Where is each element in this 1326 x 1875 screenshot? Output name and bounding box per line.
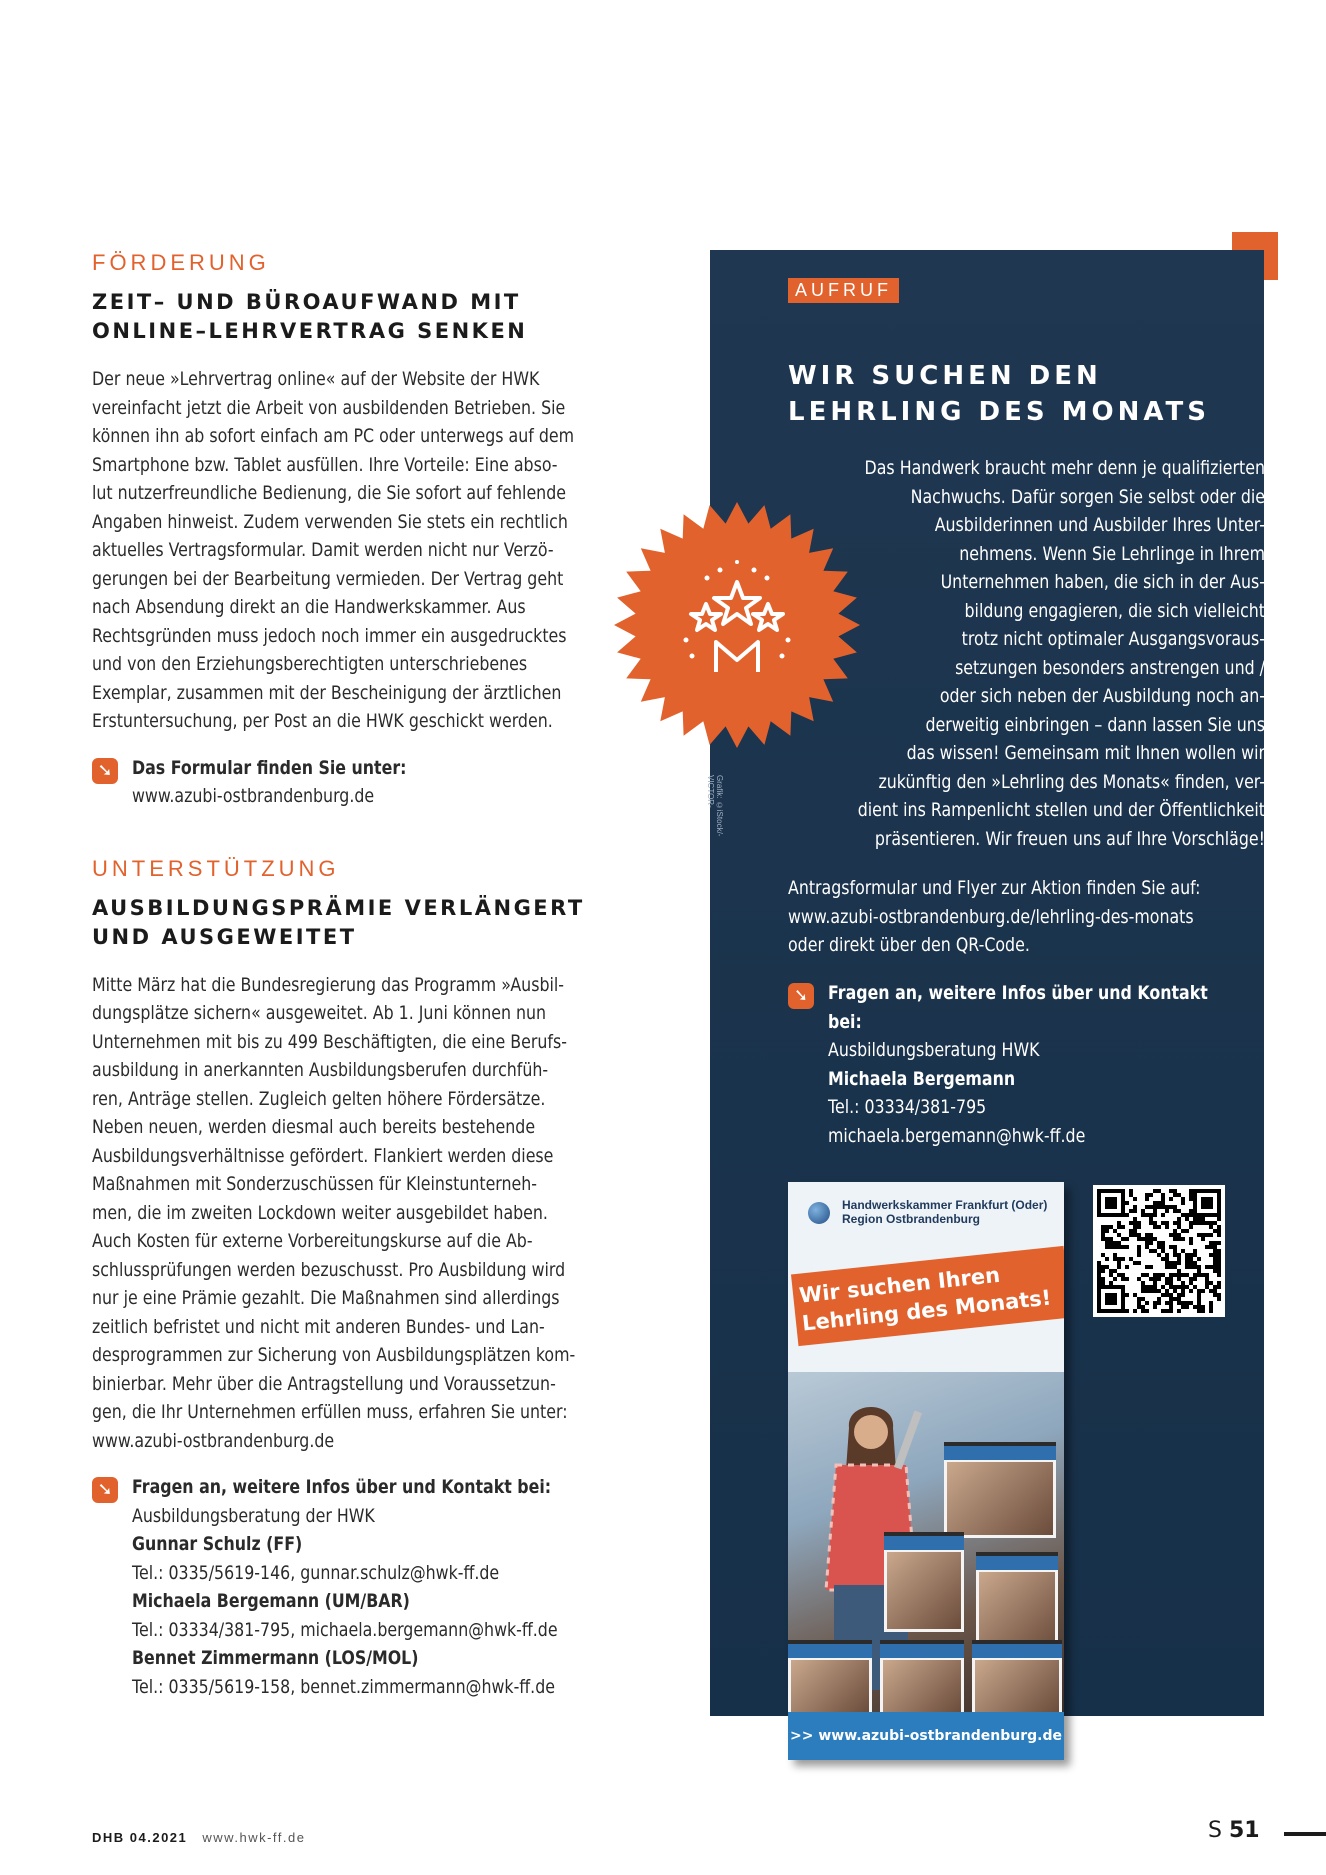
contact-name: Bennet Zimmermann (LOS/MOL) xyxy=(132,1648,419,1669)
calendar-card xyxy=(944,1442,1056,1538)
calendar-card xyxy=(880,1640,964,1716)
panel-body-line: derweitig einbringen – dann lassen Sie uns xyxy=(925,714,1265,736)
contact-phone[interactable]: Tel.: 03334/381-795 xyxy=(828,1097,987,1118)
section-body: Mitte März hat die Bundesregierung das Programm »Ausbil- dungsplätze sichern« ausgeweitet. Ab 1. Juni können nun Unternehmen mit bis zu 499 Beschäftigten, die eine Berufs- ausbildung in anerkannten Ausbildungsberufen durchfüh- ren, Anträge stellen. Zugleich gelten höhere Fördersätze. Neben neuen, werden diesmal auch bereits bestehende Ausbildungsverhältnisse gefördert. Flankiert werden diese Maßnahmen mit Sonderzuschüssen für Kleinstunterneh- men, die im zweiten Lockdown weiter ausgebildet haben. Auch Kosten für externe Vorbereitungskurse auf die Ab- schlussprüfungen werden bezuschusst. Pro Ausbildung wird nur je eine Prämie gezahlt. Die Maßnahmen sind allerdings zeitlich befristet und nicht mit anderen Bundes- und Lan- desprogrammen zur Sicherung von Ausbildungsplätzen kom- binierbar. Mehr über die Antragstellung und Voraussetzun- gen, die Ihr Unternehmen erfüllen muss, erfahren Sie unter: www.azubi-ostbrandenburg.de xyxy=(92,974,576,1452)
panel-body-line: Ausbilderinnen und Ausbilder Ihres Unter- xyxy=(934,515,1265,536)
calendar-card xyxy=(972,1640,1062,1716)
image-credit: Grafik: ©iStock/-VICTOR- xyxy=(706,775,724,837)
panel-body-line: setzungen besonders anstrengen und / xyxy=(955,657,1265,679)
calendar-card xyxy=(788,1640,872,1716)
contact-org: Ausbildungsberatung der HWK xyxy=(132,1505,375,1527)
panel-body-line: bildung engagieren, die sich vielleicht xyxy=(964,600,1265,622)
page-prefix: S xyxy=(1208,1818,1222,1843)
note-title: Fragen an, weitere Infos über und Kontakt bei: xyxy=(132,1477,552,1498)
flyer-photo xyxy=(788,1372,1064,1712)
footer-left xyxy=(92,1830,305,1845)
panel-title: WIR SUCHEN DEN LEHRLING DES MONATS xyxy=(788,361,1210,427)
flyer-org: Handwerkskammer Frankfurt (Oder) Region Ostbrandenburg xyxy=(842,1198,1048,1226)
info-note xyxy=(92,755,612,812)
panel-body-line: trotz nicht optimaler Ausgangsvoraus- xyxy=(961,629,1265,650)
contact-note xyxy=(92,1474,612,1702)
qr-code-icon[interactable] xyxy=(1093,1185,1225,1317)
section-kicker: UNTERSTÜTZUNG xyxy=(92,855,340,881)
panel-body-line: oder sich neben der Ausbildung noch an- xyxy=(939,686,1265,707)
footer-website[interactable]: www.hwk-ff.de xyxy=(202,1830,306,1845)
flyer-banner: Wir suchen Ihren Lehrling des Monats! xyxy=(791,1246,1064,1346)
section-headline: AUSBILDUNGSPRÄMIE VERLÄNGERT UND AUSGEWEITET xyxy=(92,895,585,949)
section-body: Der neue »Lehrvertrag online« auf der Website der HWK vereinfacht jetzt die Arbeit von ausbildenden Betrieben. Sie können ihn ab sofort einfach am PC oder unterwegs auf dem Smartphone bzw. Tablet ausfüllen. Ihre Vorteile: Eine abso- lut nutzerfreundliche Bedienung, die Sie sofort auf fehlende Angaben hinweist. Zudem verwenden Sie stets ein rechtlich aktuelles Vertragsformular. Damit werden nicht nur Verzö- gerungen bei der Bearbeitung vermieden. Der Vertrag geht nach Absendung direkt an die Handwerkskammer. Aus Rechtsgründen muss jedoch noch immer ein ausgedrucktes und von den Erziehungsberechtigten unterschriebenes Exemplar, zusammen mit der Bescheinigung der ärztlichen Erstuntersuchung, per Post an die HWK geschickt werden. xyxy=(92,369,575,732)
flyer-image xyxy=(788,1182,1064,1760)
calendar-card xyxy=(884,1532,964,1632)
contact-email[interactable]: michaela.bergemann@hwk-ff.de xyxy=(828,1125,1086,1147)
panel-body-line: Das Handwerk braucht mehr denn je qualifizierten xyxy=(864,458,1265,479)
arrow-right-icon: ➘ xyxy=(92,758,118,784)
panel-body-line: das wissen! Gemeinsam mit Ihnen wollen wir xyxy=(906,743,1265,764)
section-headline: ZEIT– UND BÜROAUFWAND MIT ONLINE–LEHRVERTRAG SENKEN xyxy=(92,290,528,343)
contact-line[interactable]: Tel.: 03334/381-795, michaela.bergemann@hwk-ff.de xyxy=(132,1619,558,1641)
section-foerderung xyxy=(92,250,612,812)
panel-tag: AUFRUF xyxy=(788,278,899,303)
arrow-right-icon: ➘ xyxy=(92,1477,118,1503)
footer-rule xyxy=(1284,1832,1326,1836)
section-kicker: FÖRDERUNG xyxy=(92,250,270,275)
section-unterstuetzung xyxy=(92,856,612,1703)
page-number xyxy=(1208,1818,1260,1843)
magazine-issue: DHB 04.2021 xyxy=(92,1830,188,1845)
left-column xyxy=(92,250,612,1702)
note-title: Fragen an, weitere Infos über und Kontakt bei: xyxy=(828,983,1208,1033)
contact-name: Michaela Bergemann xyxy=(828,1068,1016,1090)
contact-org: Ausbildungsberatung HWK xyxy=(828,1040,1040,1061)
award-starburst-icon xyxy=(612,500,862,750)
panel-links[interactable]: Antragsformular und Flyer zur Aktion finden Sie auf: www.azubi-ostbrandenburg.de/lehrling-des-monats oder direkt über den QR-Code. xyxy=(788,878,1201,956)
contact-name: Gunnar Schulz (FF) xyxy=(132,1534,303,1555)
panel-body-line: zukünftig den »Lehrling des Monats« finden, ver- xyxy=(878,771,1265,793)
panel-body-line: dient ins Rampenlicht stellen und der Öffentlichkeit xyxy=(857,800,1265,821)
panel-body-line: Unternehmen haben, die sich in der Aus- xyxy=(940,572,1265,593)
contact-name: Michaela Bergemann (UM/BAR) xyxy=(132,1591,410,1612)
page-number-value: 51 xyxy=(1228,1818,1260,1843)
panel-body-line: nehmens. Wenn Sie Lehrlinge in Ihrem xyxy=(959,543,1265,565)
panel-contact-note xyxy=(788,980,1298,1151)
hwk-logo-icon xyxy=(808,1202,830,1224)
flyer-url: >> www.azubi-ostbrandenburg.de xyxy=(788,1712,1064,1760)
panel-body-line: Nachwuchs. Dafür sorgen Sie selbst oder die xyxy=(910,486,1265,508)
contact-line[interactable]: Tel.: 0335/5619-158, bennet.zimmermann@hwk-ff.de xyxy=(132,1676,555,1698)
contact-line[interactable]: Tel.: 0335/5619-146, gunnar.schulz@hwk-ff.de xyxy=(132,1562,500,1584)
arrow-right-icon: ➘ xyxy=(788,983,814,1009)
note-title: Das Formular finden Sie unter: xyxy=(132,757,407,779)
panel-body-line: präsentieren. Wir freuen uns auf Ihre Vorschläge! xyxy=(874,828,1265,850)
flyer-header xyxy=(788,1182,1064,1372)
note-link[interactable]: www.azubi-ostbrandenburg.de xyxy=(132,786,375,807)
calendar-card xyxy=(976,1552,1058,1652)
